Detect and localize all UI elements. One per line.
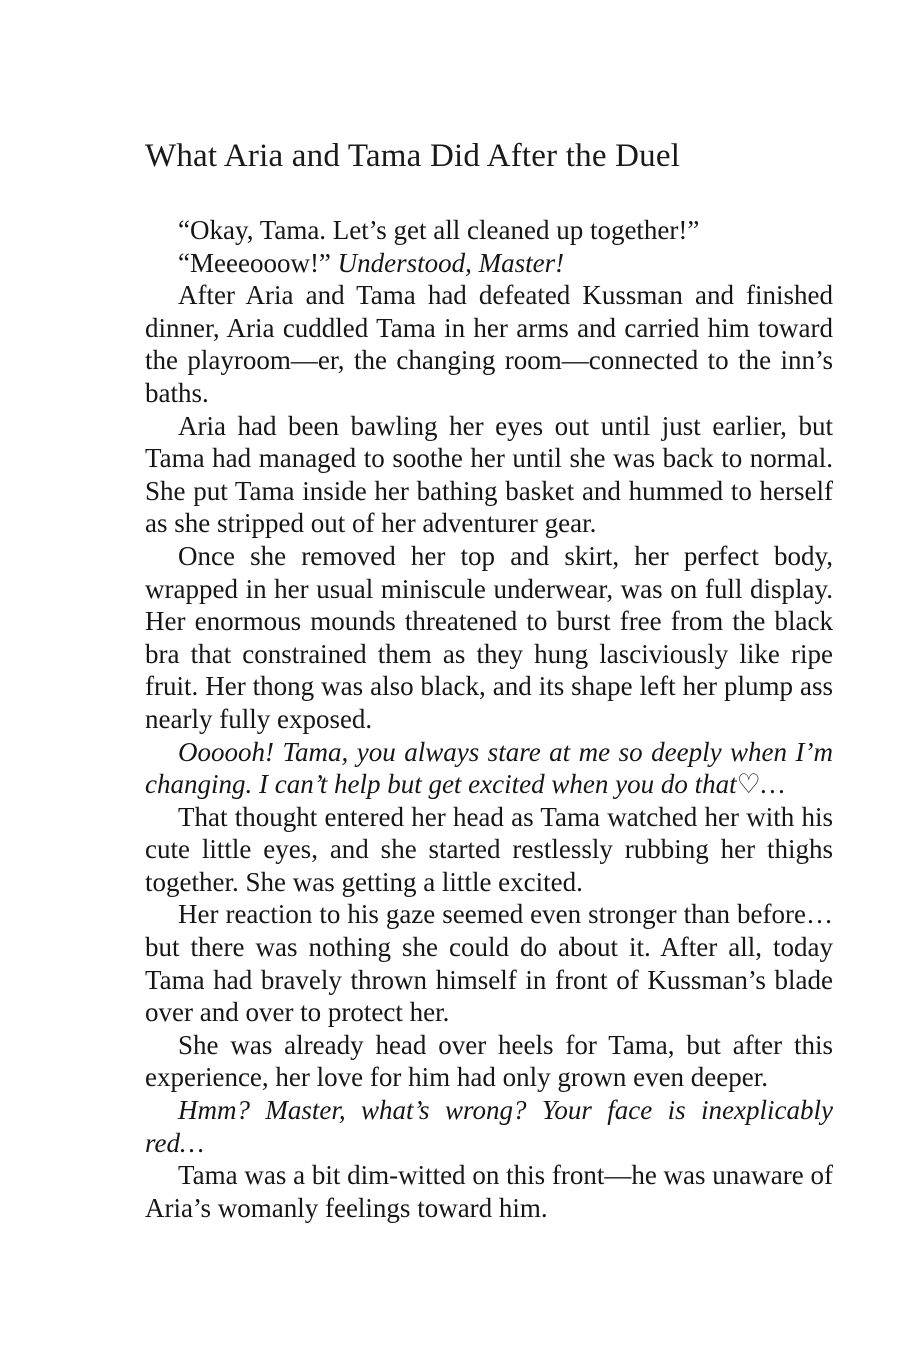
text-segment: Her reaction to his gaze seemed even stronger than before…but there was nothing she could do about it. After all, today Tama had bravely thrown himself in front of Kussman’s blade over and over to protect her. (145, 899, 833, 1028)
text-segment: That thought entered her head as Tama watched her with his cute little eyes, and she started restlessly rubbing her thighs together. She was getting a little excited. (145, 801, 833, 897)
chapter-title: What Aria and Tama Did After the Duel (145, 138, 681, 174)
text-segment: Once she removed her top and skirt, her perfect body, wrapped in her usual miniscule underwear, was on full display. Her enormous mounds threatened to burst free from the black bra that constrained them as they hung lasciviously like ripe fruit. Her thong was also black, and its shape left her plump ass nearly fully exposed. (145, 540, 833, 734)
paragraph (145, 540, 833, 736)
text-segment: “Meeeooow!” (178, 247, 338, 278)
paragraph (145, 279, 833, 409)
paragraph (145, 1094, 833, 1159)
text-segment: Understood, Master! (337, 247, 565, 278)
text-segment: Tama was a bit dim-witted on this front—he was unaware of Aria’s womanly feelings toward him. (145, 1160, 833, 1223)
paragraph (145, 410, 833, 540)
text-segment: She was already head over heels for Tama, but after this experience, her love for him had only grown even deeper. (145, 1029, 833, 1093)
body-text (145, 214, 833, 1224)
text-segment: Hmm? Master, what’s wrong? Your face is inexplicably red… (145, 1095, 833, 1158)
text-segment: … (760, 769, 785, 800)
paragraph (145, 801, 833, 899)
paragraph (145, 214, 833, 247)
paragraph (145, 736, 833, 801)
text-segment: “Okay, Tama. Let’s get all cleaned up together!” (178, 215, 700, 245)
text-segment: After Aria and Tama had defeated Kussman and finished dinner, Aria cuddled Tama in her arms and carried him toward the playroom—er, the changing room—connected to the inn’s baths. (145, 280, 833, 408)
text-segment: Aria had been bawling her eyes out until just earlier, but Tama had managed to soothe her until she was back to normal. She put Tama inside her bathing basket and hummed to herself as she stripped out of her adventurer gear. (145, 410, 833, 539)
paragraph (145, 898, 833, 1028)
paragraph (145, 247, 833, 280)
paragraph (145, 1159, 833, 1224)
text-segment: ♡ (736, 769, 761, 800)
text-segment: Oooooh! Tama, you always stare at me so deeply when I’m changing. I can’t help but get excited when you do that (145, 736, 833, 800)
paragraph (145, 1029, 833, 1094)
page-content (145, 136, 833, 1224)
